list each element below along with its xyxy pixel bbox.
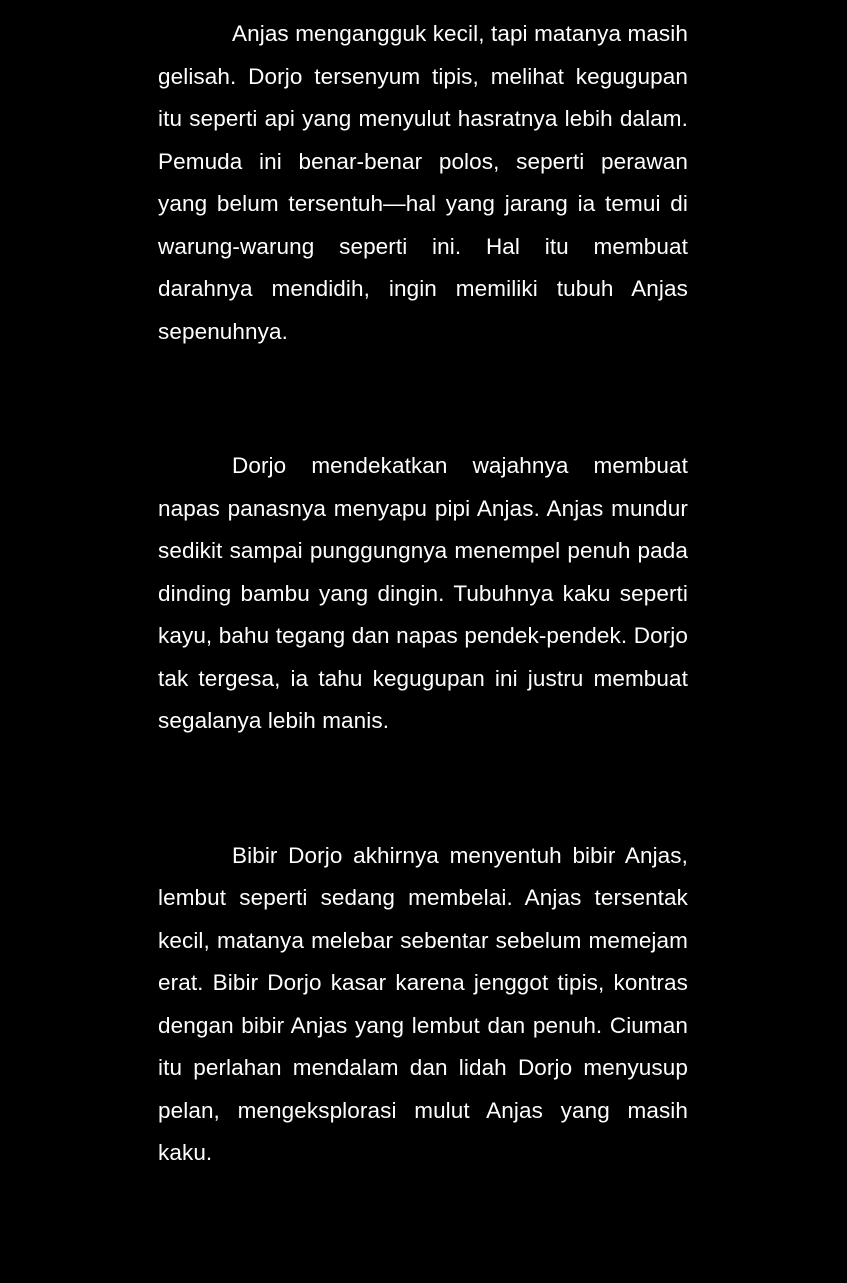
- paragraph: Anjas mengangguk kecil, tapi matanya masih gelisah. Dorjo tersenyum tipis, melihat kegugupan itu seperti api yang menyulut hasratnya lebih dalam. Pemuda ini benar-benar polos, seperti perawan yang belum tersentuh—hal yang jarang ia temui di warung-warung seperti ini. Hal itu membuat darahnya mendidih, ingin memiliki tubuh Anjas sepenuhnya.: [158, 21, 688, 344]
- reader-page: [158, 13, 688, 1175]
- paragraph: Dorjo mendekatkan wajahnya membuat napas panasnya menyapu pipi Anjas. Anjas mundur sedikit sampai punggungnya menempel penuh pada dinding bambu yang dingin. Tubuhnya kaku seperti kayu, bahu tegang dan napas pendek-pendek. Dorjo tak tergesa, ia tahu kegugupan ini justru membuat segalanya lebih manis.: [158, 453, 688, 733]
- paragraph: Bibir Dorjo akhirnya menyentuh bibir Anjas, lembut seperti sedang membelai. Anjas tersentak kecil, matanya melebar sebentar sebelum memejam erat. Bibir Dorjo kasar karena jenggot tipis, kontras dengan bibir Anjas yang lembut dan penuh. Ciuman itu perlahan mendalam dan lidah Dorjo menyusup pelan, mengeksplorasi mulut Anjas yang masih kaku.: [158, 842, 688, 1165]
